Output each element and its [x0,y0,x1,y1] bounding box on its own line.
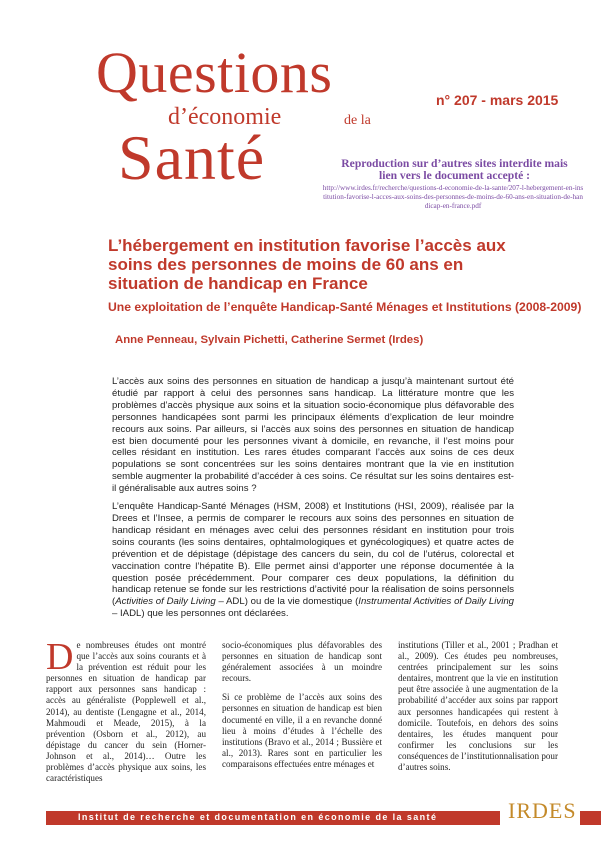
abstract-paragraph-2 [112,501,514,620]
body-col2-paragraph-1: socio-économiques plus défavorables des personnes en situation de handicap sont généralement associées à un moindre recours. [222,640,382,684]
body-col3-paragraph: institutions (Tiller et al., 2001 ; Pradhan et al., 2009). Ces études peu nombreuses, centrées principalement sur les soins dentaires, montrent que la vie en institution peut être associée à une augmentation de la probabilité d’accéder aux soins par rapport aux personnes handicapées qui restent à domicile. Toutefois, en dehors des soins dentaires, les études manquent pour confirmer les conclusions sur les conséquences de l’institutionnalisation pour d’autres soins. [398,640,558,773]
drop-cap: D [46,636,74,678]
article-authors: Anne Penneau, Sylvain Pichetti, Catherine Sermet (Irdes) [115,334,424,346]
irdes-logo: IRDES [508,798,577,823]
body-column-1 [46,636,206,792]
reproduction-notice: Reproduction sur d’autres sites interdite mais lien vers le document accepté : [341,157,568,182]
issue-number: n° 207 - mars 2015 [436,92,559,108]
abstract-p2-part-c: – IADL) que les personnes ont déclarées. [112,608,289,620]
body-col1-text: e nombreuses études ont montré que l’accès aux soins courants et à la prévention est réduit pour les personnes en situation de handicap par rapport aux personnes sans handicap : accès au généraliste (Popplewell et al., 2014), au dentiste (Lengagne et al., 2014, Mahmoudi et Meade, 2015), à la prévention (Osborn et al., 2012), au dépistage du cancer du sein (Horner-Johnson et al., 2014)… Outre les problèmes d’accès physique aux soins, les caractéristiques [46,640,206,784]
masthead-questions: Questions [96,40,333,105]
body-column-3 [398,640,558,781]
abstract-adl: Activities of Daily Living [115,596,216,608]
abstract [112,376,514,626]
abstract-p2-part-a: L’enquête Handicap-Santé Ménages (HSM, 2008) et Institutions (HSI, 2009), réalisée par la Drees et l’Insee, a permis de comparer le recours aux soins des personnes en situation de handicap résidant en ménages avec celui des personnes résidant en institution pour trois soins courants (les soins dentaires, ophtalmologiques et gynécologiques) et quatre actes de prévention et de dépistage (dépistage des cancers du sein, du col de l’utérus, colorectal et vaccination contre l’hépatite B). Elle permet ainsi d’apporter une réponse documentée à la question posée précédemment. Pour comparer ces deux populations, la définition du handicap retenue se fonde sur les restrictions d’activité pour la réalisation de soins personnels ( [112,501,514,608]
document-link[interactable]: http://www.irdes.fr/recherche/questions-d-economie-de-la-sante/207-l-hebergement-en-institution-favorise-l-acces-aux-soins-des-personnes-de-moins-de-60-ans-en-situation-de-handicap-en-france.pdf [322,184,584,210]
body-column-2 [222,640,382,778]
article-title: L’hébergement en institution favorise l’accès aux soins des personnes de moins de 60 ans en situation de handicap en France [108,236,506,293]
masthead-de-la: de la [344,113,371,128]
footer-institution: Institut de recherche et documentation en économie de la santé [78,812,438,822]
body-col2-paragraph-2: Si ce problème de l’accès aux soins des personnes en situation de handicap est bien documenté en ville, il a en revanche donné lieu à moins d’études à l’échelle des institutions (Bravo et al., 2014 ; Bussière et al., 2013). Rares sont en particulier les comparaisons effectuées entre ménages et [222,692,382,769]
masthead-economie: d’économie [168,104,282,130]
masthead-sante: Santé [118,122,266,193]
abstract-paragraph-1: L’accès aux soins des personnes en situation de handicap a jusqu’à maintenant surtout été étudié par rapport à celui des personnes sans handicap. La littérature montre que les problèmes d’accès physique aux soins et la situation socio-économique plus défavorable des personnes handicapées sont parmi les principaux éléments d’explication de leur moindre recours aux soins. Par ailleurs, si l’accès aux soins des personnes en situation de handicap est bien documenté pour les personnes vivant à domicile, en revanche, il l’est moins pour celles résidant en institution. Les rares études comparant l’accès aux soins de ces deux populations se sont concentrées sur les soins dentaires montrant que la vie en institution semble augmenter la probabilité d’accéder à ces soins. Ce résultat sur les soins dentaires est-il généralisable aux autres soins ? [112,376,514,495]
abstract-p2-part-b: – ADL) ou de la vie domestique ( [215,596,359,608]
article-subtitle: Une exploitation de l’enquête Handicap-Santé Ménages et Institutions (2008-2009) [108,300,582,314]
body-paragraph-1 [46,636,206,784]
abstract-iadl: Instrumental Activities of Daily Living [358,596,514,608]
